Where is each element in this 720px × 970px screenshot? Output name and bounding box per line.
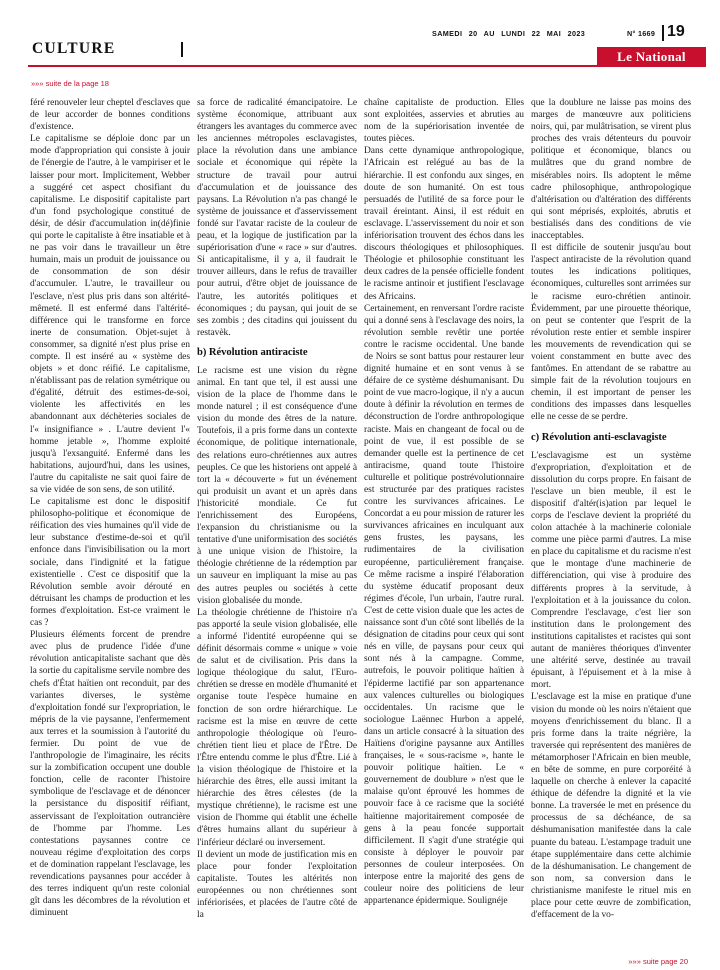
paragraph: sa force de radicalité émancipatoire. Le système économique, attribuant aux étrangers les avantages du commerce avec les anciennes métropoles esclavagistes, place la révolution dans une ambiance sociale et économique qui répète la structure de travail pour autrui d'accumulation et de jouissance des paysans. La Révolution n'a pas changé le système de jouissance et d'asservissement fondé sur l'avatar raciste de la couleur de peau, et la logique de justification par la supériorisation d'une « race » sur d'autres. Si anticapitalisme, il y a, il faudrait le trouver ailleurs, dans le refus de travailler pour autrui, d'être objet de jouissance de l'autre, les autorités politiques et économiques ; du paysan, qui jouit de se ses zombis ; des citadins qui jouissent du restavèk. — [197, 98, 357, 338]
paragraph: que la doublure ne laisse pas moins des marges de manœuvre aux politiciens noirs, qui, par mulâtrisation, se virent plus proches des vrais détenteurs du pouvoir politique et économique, blancs ou mulâtres que du grand nombre de misérables noirs. Ils adoptent le même cadre philosophique, anthropologique d'altérisation ou d'altération des différents qui sont méprisés, exploités, abrutis et bestialisés dans des conditions de vie inacceptables. — [531, 98, 691, 242]
paragraph: L'esclavagisme est un système d'expropriation, d'exploitation et de dissolution du corps propre. En faisant de l'esclave un bien meuble, il est le dispositif d'altér(is)ation par lequel le corps de l'esclave devient la propriété du colon attachée à la machinerie coloniale comme une pièce parmi d'autres. La mise en place du capitalisme et du racisme n'est que le montage d'une machinerie de différenciation, qui vise à produire des différents propres à la servitude, à l'exploitation et à la jouissance du colon. Comprendre l'esclavage, c'est lier son institution dans le prolongement des institutions capitalistes et racistes qui sont autant de manières théoriques d'inventer une altérité serve, destinée au travail épuisant, à l'épuisement et à la mise à mort. — [531, 450, 691, 691]
paragraph: L'esclavage est la mise en pratique d'une vision du monde où les noirs n'étaient que moyens d'enrichissement du blanc. Il a pris forme dans la traite négrière, la traversée qui représentent des manières de métamorphoser l'Africain en bien meuble, en bête de somme, en pure corporéité à laquelle on cherche à enlever la capacité éthique de défendre la dignité et la vie bonne. La traversée le met en présence du processus de sa déchéance, de sa déshumanisation manifestée dans la cale puante du bateau. L'estampage traduit une étape supplémentaire dans cette alchimie de la déshumanisation. Le changement de son nom, sa conversion dans le christianisme manifeste le rituel mis en place pour cette œuvre de zombification, d'effacement de la vo- — [531, 692, 691, 921]
article-column-2 — [197, 97, 357, 953]
continued-from-link[interactable]: »»» suite de la page 18 — [31, 79, 109, 88]
paragraph: Certainement, en renversant l'ordre raciste qui a donné sens à l'esclavage des noirs, la révolution semble revêtir une portée contre le racisme occidental. Une bande de Noirs se sont battus pour restaurer leur dignité humaine et en sont venus à se défaire de ce système déshumanisant. Du point de vue macro-logique, il n'y a aucun doute à définir la révolution en termes de déconstruction de l'ordre anthropologique raciste. Mais en changeant de focal ou de point de vue, il est possible de se demander quelle est la pertinence de cet antiracisme, quand toute l'histoire culturelle et politique postrévolutionnaire est structurée par des pratiques racistes contre les survivances africaines. Le Concordat a eu pour mission de raturer les survivances africaines en inculquant aux gens frustes, les paysans, les rudimentaires de la civilisation européenne, particulièrement française. Ce même racisme a inspiré l'élaboration du système éducatif proposant deux régimes d'école, l'un urbain, l'autre rural. C'est de cette vision duale que les actes de naissance sont d'un côté sont libellés de la désignation de citadins pour ceux qui sont nés en ville, de paysans pour ceux qui sont nés à la campagne. Comme, autrefois, le pouvoir politique haïtien à l'épiderme lactifié par son appartenance aux valences culturelles ou biologiques occidentales. Un racisme que le sociologue Laënnec Hurbon a appelé, dans un article consacré à la situation des Haïtiens d'origine paysanne aux Antilles françaises, le « sous-racisme », hante le pouvoir politique haïtien. Le « gouvernement de doublure » n'est que le malaise qu'ont éprouvé les hommes de pouvoir face à ce racisme que la société haïtienne majoritairement composée de gens à la peau foncée supportait difficilement. Il s'agit d'une stratégie qui consiste à déployer le pouvoir par personnes de couleur interposées. On interpose entre la majorité des gens de couleur noire des politiciens de leur appartenance épidermique. Soulignéje — [364, 303, 524, 907]
issue-number: N° 1669 — [627, 29, 656, 38]
issue-date: SAMEDI 20 AU LUNDI 22 MAI 2023 — [432, 29, 586, 38]
page-number: 19 — [667, 23, 685, 40]
page-number-divider — [662, 25, 664, 41]
paragraph: La théologie chrétienne de l'histoire n'a pas apporté la seule vision globalisée, elle a informé l'identité européenne qui se définit désormais comme « unique » voie de salut et de civilisation. Pris dans la logique théologique du salut, l'Euro-chrétien se dresse en modèle d'humanité et organise toute l'espèce humaine en fonction de son ordre hiérarchique. Le racisme est la mise en œuvre de cette anthropologie théologique où l'euro-chrétien tient lieu et place de l'Être. De l'Être entendu comme le plus d'Être. Lié à la vision théologique de l'histoire et la hiérarchie des êtres, elle aussi imitant la hiérarchie des êtres célestes (de la mystique chrétienne), le racisme est une vision de l'homme qui établit une échelle d'êtres humains allant du supérieur à l'inférieur déclaré ou inversement. — [197, 607, 357, 848]
article-column-4 — [531, 97, 691, 953]
paragraph: Le capitalisme est donc le dispositif philosopho-politique et économique de réification des vies humaines qu'il vide de leur substance d'estime-de-soi et qu'il enfonce dans l'invisibilisation ou la mort sociale, dans l'indignité et la fatigue existentielle . C'est ce dispositif que la Révolution semble avoir dérouté en détruisant les champs de production et les formes d'exploitation. Est-ce vraiment le cas ? — [30, 497, 190, 629]
paragraph: Il est difficile de soutenir jusqu'au bout l'aspect antiraciste de la révolution quand toutes les indications politiques, économiques, culturelles sont arrimées sur le racisme euro-chrétien antinoir. Évidemment, par une pirouette théorique, on peut se contenter que l'esprit de la révolution reste entier et semble inspirer les mouvements de revendication qui se voient constamment en butte avec des fantômes. En attendant de se rabattre au simple fait de la révolution toujours en chemin, il est important de penser les conditions des impasses dans lesquelles elle ne cesse de se perdre. — [531, 243, 691, 423]
section-heading: b) Révolution antiraciste — [197, 346, 308, 358]
section-title: CULTURE — [32, 40, 116, 57]
section-heading: c) Révolution anti-esclavagiste — [531, 431, 667, 443]
paragraph: Le capitalisme se déploie donc par un mode d'appropriation qui consiste à jouir de l'énergie de l'autre, à le vampiriser et le laisser pour mort. Implicitement, Webber a suggéré cet aspect chosifiant du capitalisme. Le dispositif capitaliste part d'un fond psychologique constitué de désir, de désir d'accumulation in(dé)finie qui porte le capitaliste à être insatiable et à ne pas voir dans le travailleur un être humain, mais un produit de jouissance ou de consommation de son désir d'accumuler. L'autre, le travailleur ou l'esclave, n'est plus pris dans son altérité-mêmeté. Il est enfermé dans l'altérité-différence qui le transforme en force inerte de consumation. Objet-sujet à consommer, sa dignité n'est plus prise en compte. Il est inséré au « système des objets » et donc réifié. Le capitalisme, n'établissant pas de relation symétrique ou d'égalité, détruit des estimes-de-soi, violente les affectivités en les abandonnant aux déchèteries sociales de l'« insignifiance » . L'autre devient l'« homme jetable », l'homme exploité jusqu'à l'exsanguité. Enfermé dans les habitations, aujourd'hui, dans les usines, l'autre du capitaliste ne sait quoi faire de sa vie vidée de son sens, de son utilité. — [30, 134, 190, 495]
paragraph: féré renouveler leur cheptel d'esclaves que de leur accorder de bonnes conditions d'existence. — [30, 98, 190, 133]
paragraph: Dans cette dynamique anthropologique, l'Africain est relégué au bas de la hiérarchie. Il est confondu aux singes, en doute de son humanité. On est tous persuadés de l'utilité de sa force pour le travail éreintant. Ainsi, il est réduit en esclavage. L'asservissement du noir et son infériorisation trouvent des échos dans les discours théologiques et philosophiques. Théologie et philosophie constituant les deux cadres de la pensée officielle fondent le racisme antinoir et justifient l'esclavage des Africains. — [364, 146, 524, 302]
paragraph: Il devient un mode de justification mis en place pour fonder l'exploitation capitaliste. Toutes les altérités non européennes ou non chrétiennes sont infériorisées, et placées de l'autre côté de la — [197, 849, 357, 921]
title-divider — [181, 42, 183, 57]
paragraph: Le racisme est une vision du règne animal. En tant que tel, il est aussi une vision de la place de l'homme dans le monde naturel ; il est conséquence d'une vision du monde des êtres de la nature. Toutefois, il a pris forme dans un contexte économique, de politique internationale, des relations euro-chrétiennes aux autres peuples. Ce que les historiens ont appelé à tort la « découverte » fut un événement qui produisit un avant et un après dans l'historicité mondiale. Ce fut l'enrichissement des Européens, l'expansion du christianisme ou la tentative d'une uniformisation des sociétés à une unique vision de l'histoire, la théologie chrétienne de la rédemption par un sauveur en impliquant la mise au pas des autres peuples ou sociétés à cette vision globalisée du monde. — [197, 365, 357, 606]
article-column-3 — [364, 97, 524, 953]
paragraph: Plusieurs éléments forcent de prendre avec plus de prudence l'idée d'une révolution anticapitaliste sachant que dès la sortie du capitalisme servile nombre des chefs d'État haïtien ont reconduit, par des variantes diverses, le système d'exploitation fondé sur l'expropriation, le mépris de la vie paysanne, l'enfermement aux terres et la soumission à l'autorité du fermier. Du point de vue de l'anthropologie de l'imaginaire, les récits sur la zombification occupent une double fonction, celle de raconter l'histoire symbolique de l'esclavage et de dénoncer la persistance du dispositif réifiant, asservissant de l'exploitation outrancière de l'homme par l'homme. Les contestations paysannes contre ce nouveau régime d'exploitation des corps et de domination rappelant l'esclavage, les revendications paysannes pour accéder à des terres indiquent qu'un reste colonial gît dans les décombres de la révolution et diminuent — [30, 630, 190, 919]
paragraph: chaîne capitaliste de production. Elles sont exploitées, asservies et abruties au nom de la supériorisation inventée de toutes pièces. — [364, 98, 524, 145]
article-column-1 — [30, 97, 190, 953]
newspaper-brand-banner: Le National — [597, 47, 706, 66]
continued-to-link[interactable]: »»» suite page 20 — [628, 957, 688, 966]
